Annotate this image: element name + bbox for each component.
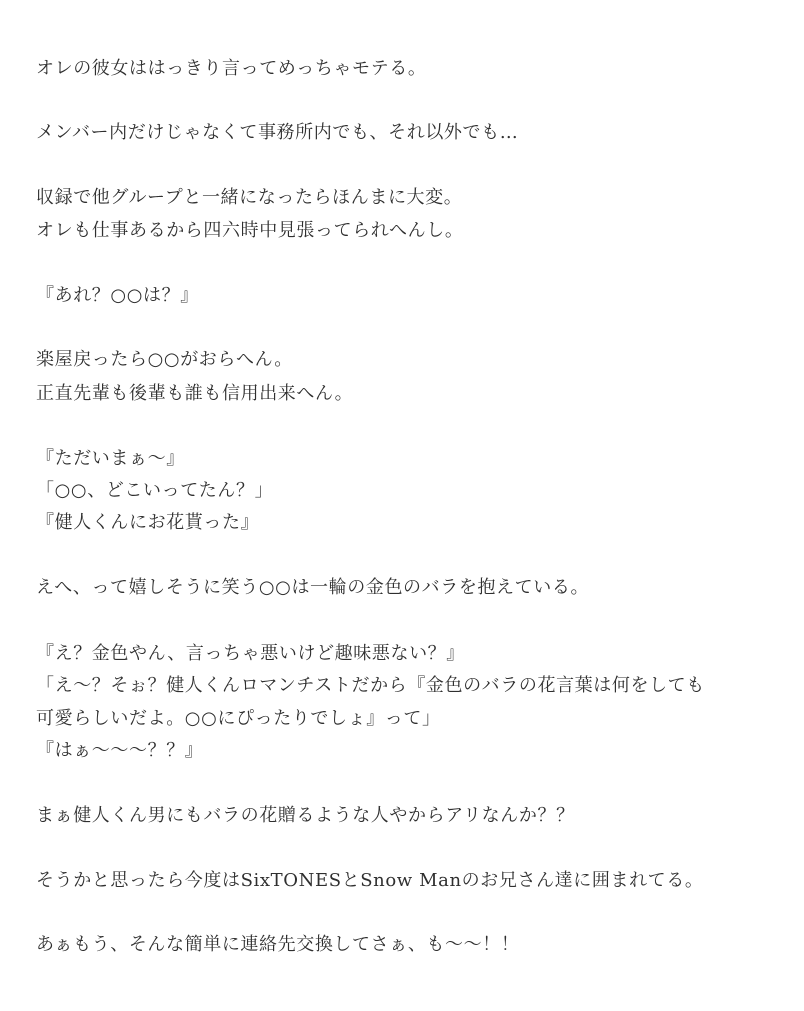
paragraph-line-4: オレも仕事あるから四六時中見張ってられへんし。 — [36, 220, 464, 241]
dialogue-line-1: 『あれ？○○は？』 — [36, 285, 199, 306]
dialogue-line-2: 『ただいまぁ〜』 — [36, 448, 185, 469]
dialogue-line-6: 「え〜？そぉ？健人くんロマンチストだから『金色のバラの花言葉は何をしても — [36, 675, 705, 696]
paragraph-line-1: オレの彼女ははっきり言ってめっちゃモテる。 — [36, 58, 427, 79]
paragraph-line-8: まぁ健人くん男にもバラの花贈るような人やからアリなんか？？ — [36, 805, 575, 826]
paragraph-line-10: あぁもう、そんな簡単に連絡先交換してさぁ、も〜〜！！ — [36, 934, 520, 955]
paragraph-line-3: 収録で他グループと一緒になったらほんまに大変。 — [36, 187, 463, 208]
dialogue-line-7: 可愛らしいだよ。○○にぴったりでしょ』って」 — [36, 708, 441, 729]
paragraph-line-6: 正直先輩も後輩も誰も信用出来へん。 — [36, 383, 354, 404]
dialogue-line-4: 『健人くんにお花貰った』 — [36, 512, 260, 533]
paragraph-line-5: 楽屋戻ったら○○がおらへん。 — [36, 349, 293, 370]
paragraph-line-2: メンバー内だけじゃなくて事務所内でも、それ以外でも… — [36, 122, 519, 143]
dialogue-line-5: 『え？金色やん、言っちゃ悪いけど趣味悪ない？』 — [36, 643, 465, 664]
dialogue-line-3: 「○○、どこいってたん？」 — [36, 480, 274, 501]
paragraph-line-7: えへ、って嬉しそうに笑う○○は一輪の金色のバラを抱えている。 — [36, 577, 590, 598]
paragraph-line-9: そうかと思ったら今度はSixTONESとSnow Manのお兄さん達に囲まれてる。 — [36, 870, 704, 891]
dialogue-line-8: 『はぁ〜〜〜？？』 — [36, 740, 204, 761]
